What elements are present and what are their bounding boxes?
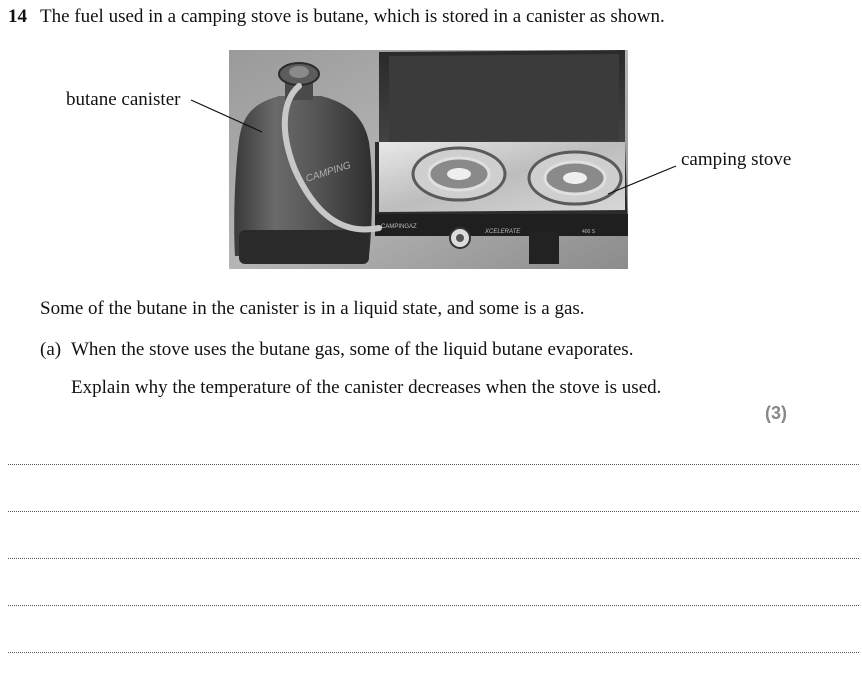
burner-left: [413, 148, 505, 200]
camping-stove-photo: [229, 50, 628, 269]
answer-line[interactable]: [8, 558, 859, 559]
answer-line[interactable]: [8, 464, 859, 465]
photo-stove-brand: CAMPINGAZ: [381, 224, 417, 230]
question-number: 14: [8, 6, 27, 27]
label-camping-stove: camping stove: [681, 149, 792, 170]
answer-line[interactable]: [8, 652, 859, 653]
burner-right: [529, 152, 621, 204]
part-a-statement: When the stove uses the butane gas, some of the liquid butane evaporates.: [71, 339, 634, 360]
part-a-instruction: Explain why the temperature of the canister decreases when the stove is used.: [71, 377, 662, 398]
part-a-label: (a): [40, 339, 62, 360]
answer-line[interactable]: [8, 605, 859, 606]
intro-text: Some of the butane in the canister is in a liquid state, and some is a gas.: [40, 298, 585, 319]
label-butane-canister: butane canister: [66, 89, 181, 110]
answer-line[interactable]: [8, 511, 859, 512]
question-stem: The fuel used in a camping stove is butane, which is stored in a canister as shown.: [40, 6, 665, 27]
stove-knob: [450, 228, 470, 248]
marks-indicator: (3): [765, 403, 787, 423]
photo-stove-model: 400 S: [582, 229, 596, 235]
photo-canister-brand: CAMPING: [304, 159, 353, 185]
photo-stove-xcelerate: XCELERATE: [485, 229, 521, 235]
